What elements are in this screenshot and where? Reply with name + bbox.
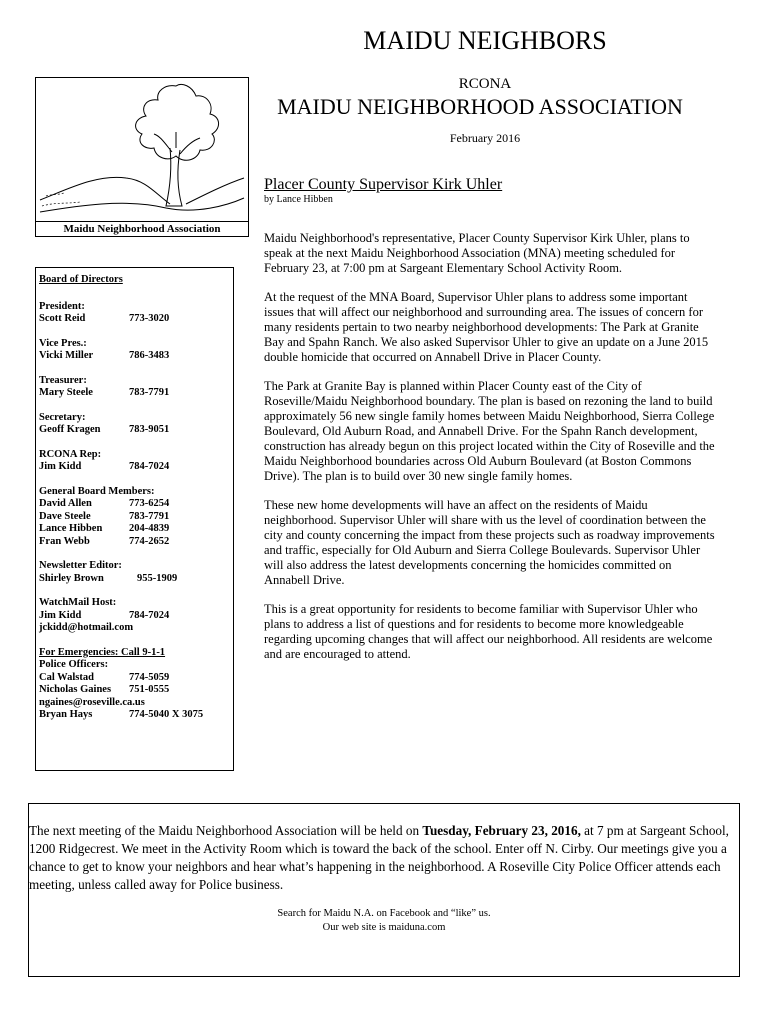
officer-name: Cal Walstad: [39, 671, 94, 683]
newsletter-editor-name: Shirley Brown: [39, 572, 104, 584]
logo-box: [35, 77, 249, 237]
article-headline: Placer County Supervisor Kirk Uhler: [264, 176, 503, 193]
treasurer-phone: 783-7791: [129, 387, 170, 398]
president-name: Scott Reid: [39, 313, 86, 324]
officer-phone: 774-5040 X 3075: [129, 709, 204, 720]
board-of-directors-box: [35, 267, 234, 771]
member-phone: 774-2652: [129, 535, 170, 547]
notice-links: [29, 907, 739, 935]
officer-name: Nicholas Gaines: [39, 684, 112, 695]
president-phone: 773-3020: [129, 313, 170, 324]
article-paragraph: Maidu Neighborhood's representative, Placer County Supervisor Kirk Uhler, plans to speak at the next Maidu Neighborhood Association (MNA) meeting scheduled for February 23, at 7:00 pm at Sargeant Elementary School Activity Room.: [264, 231, 690, 275]
member-name: David Allen: [39, 498, 92, 509]
secretary-phone: 783-9051: [129, 424, 170, 435]
watchmail-host-name: Jim Kidd: [39, 609, 82, 621]
member-name: Dave Steele: [39, 510, 91, 522]
officer-phone: 751-0555: [129, 684, 170, 695]
newsletter-editor-phone: 955-1909: [137, 572, 178, 584]
treasurer-label: Treasurer:: [39, 374, 87, 386]
org-short-name: RCONA: [458, 76, 512, 92]
logo-caption: Maidu Neighborhood Association: [63, 223, 221, 235]
vice-president-label: Vice Pres.:: [39, 337, 87, 349]
watchmail-host-label: WatchMail Host:: [39, 597, 117, 608]
member-row: [39, 498, 230, 511]
notice-text-after: at 7 pm at Sargeant School, 1200 Ridgecrest. We meet in the Activity Room which is toward the back of the school. Enter off N. Cirby. Our meetings give you a chance to get to know your neighbors and hear what’s happening in the neighborhood. A Roseville City Police Officer attends each meeting, unless called away for Police business.: [29, 823, 729, 892]
meeting-notice-box: [28, 803, 740, 977]
article-paragraph: This is a great opportunity for residents to become familiar with Supervisor Uhler who plans to address a list of questions and for residents to become more knowledgeable regarding upcoming changes that will affect our neighborhood. All residents are welcome and are encouraged to attend.: [264, 602, 713, 661]
website-line[interactable]: Our web site is maiduna.com: [322, 922, 446, 933]
member-phone: 204-4839: [129, 523, 170, 534]
member-phone: 783-7791: [129, 510, 170, 522]
notice-text-before: The next meeting of the Maidu Neighborhood Association will be held on: [29, 823, 423, 838]
member-row: [39, 536, 230, 549]
member-name: Lance Hibben: [39, 523, 103, 534]
logo-divider: [36, 221, 248, 222]
rcona-rep-name: Jim Kidd: [39, 461, 82, 472]
general-members-label: General Board Members:: [39, 485, 155, 497]
masthead-title: MAIDU NEIGHBORS: [363, 26, 607, 55]
article-paragraph: These new home developments will have an affect on the residents of Maidu neighborhood. Supervisor Uhler will share with us the level of coordination between the city and county concerning the impact from these projects such as roadway improvements and traffic, especially for Old Auburn and Sierra College Boulevards. Supervisor Uhler will also address the latest developments concerning the homicides committed on Annabell Drive.: [264, 498, 715, 587]
member-row: [39, 511, 230, 524]
org-full-name: MAIDU NEIGHBORHOOD ASSOCIATION: [277, 94, 683, 119]
article: [264, 176, 716, 676]
facebook-line: Search for Maidu N.A. on Facebook and “like” us.: [277, 908, 491, 919]
issue-date: February 2016: [449, 131, 521, 145]
officer-row: [39, 684, 230, 697]
officer-name: Bryan Hays: [39, 709, 93, 720]
rcona-rep-label: RCONA Rep:: [39, 448, 102, 460]
president-label: President:: [39, 300, 85, 312]
officer-row: [39, 709, 230, 722]
police-officers-label: Police Officers:: [39, 659, 109, 670]
officer-phone: 774-5059: [129, 671, 170, 683]
rcona-rep-phone: 784-7024: [129, 461, 170, 472]
board-title: Board of Directors: [39, 274, 123, 285]
emergencies-line: For Emergencies: Call 9-1-1: [39, 646, 166, 658]
article-byline: by Lance Hibben: [264, 194, 333, 205]
secretary-name: Geoff Kragen: [39, 424, 101, 435]
member-name: Fran Webb: [39, 535, 90, 547]
article-paragraph: The Park at Granite Bay is planned within Placer County east of the City of Roseville/Maidu Neighborhood boundary. The plan is based on rezoning the land to build approximately 56 new single family homes between Maidu Neighborhood, Sierra College Boulevard, Old Auburn Road, and Annabell Drive. For the Spahn Ranch development, construction has already begun on this project located within the City of Roseville and the Maidu Neighborhood boundaries across Old Auburn Boulevard (at Boston Commons Drive). The plan is to build over 30 new single family homes.: [264, 379, 715, 483]
meeting-notice-text: [29, 822, 729, 894]
watchmail-email[interactable]: jckidd@hotmail.com: [39, 622, 134, 633]
vice-president-phone: 786-3483: [129, 350, 170, 361]
member-row: [39, 523, 230, 536]
treasurer-name: Mary Steele: [39, 387, 93, 398]
watchmail-host-phone: 784-7024: [129, 609, 170, 621]
meeting-date: Tuesday, February 23, 2016,: [422, 823, 581, 838]
officer-email[interactable]: ngaines@roseville.ca.us: [39, 696, 145, 708]
article-paragraph: At the request of the MNA Board, Supervisor Uhler plans to address some important issues that will affect our neighborhood and surrounding area. The issues of concern for many residents pertain to two nearby neighborhood developments: The Park at Granite Bay and Spahn Ranch. We also asked Supervisor Uhler to give an update on a June 2015 double homicide that occurred on Annabell Drive in Placer County.: [264, 290, 709, 364]
officer-row: [39, 672, 230, 685]
member-phone: 773-6254: [129, 498, 170, 509]
newsletter-editor-label: Newsletter Editor:: [39, 560, 122, 571]
secretary-label: Secretary:: [39, 411, 86, 423]
vice-president-name: Vicki Miller: [39, 350, 94, 361]
tree-logo-illustration: [36, 78, 248, 222]
